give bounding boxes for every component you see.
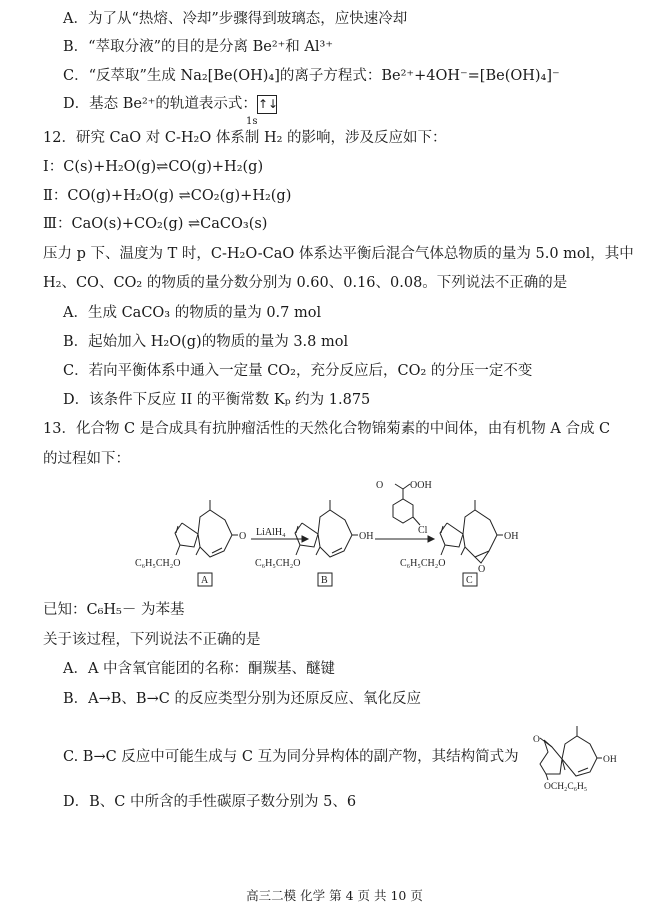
- q12-option-c: C．若向平衡体系中通入一定量 CO₂，充分反应后，CO₂ 的分压一定不变: [63, 363, 533, 379]
- side-oh: OH: [603, 755, 617, 765]
- q11-option-b: B．“萃取分液”的目的是分离 Be²⁺和 Al³⁺: [63, 39, 333, 55]
- reagent-mcpba: [376, 480, 432, 536]
- molecule-a: [135, 500, 246, 586]
- q12-reaction-1: Ⅰ：C(s)+H₂O(g)⇌CO(g)+H₂(g): [43, 159, 264, 175]
- oh-c: OH: [504, 531, 519, 542]
- q11-option-a: A．为了从“热熔、冷却”步骤得到玻璃态，应快速冷却: [63, 11, 408, 27]
- q11-option-d: [63, 94, 277, 114]
- q13-option-b: B．A→B、B→C 的反应类型分别为还原反应、氧化反应: [63, 691, 421, 707]
- molecule-b: [255, 500, 373, 586]
- orbital-box: ↑↓: [257, 95, 277, 114]
- reaction-scheme: [120, 475, 540, 600]
- side-product-structure: [530, 722, 660, 792]
- q13-stem-1: 13．化合物 C 是合成具有抗肿瘤活性的天然化合物锦菊素的中间体，由有机物 A 合成 C: [43, 421, 611, 437]
- q12-paragraph-1: 压力 p 下、温度为 T 时，C-H₂O-CaO 体系达平衡后混合气体总物质的量为 5.0 mol，其中: [43, 246, 634, 262]
- q12-reaction-3: Ⅲ：CaO(s)+CO₂(g) ⇌CaCO₃(s): [43, 216, 268, 232]
- epoxide-o: O: [478, 564, 486, 575]
- q11-option-d-text: D．基态 Be²⁺的轨道表示式：: [63, 96, 257, 112]
- q13-known: 已知：C₆H₅－ 为苯基: [43, 602, 185, 618]
- orbital-label: 1s: [246, 116, 258, 127]
- substituent-a: C₆H₅CH₂O: [135, 558, 181, 569]
- substituent-c: C₆H₅CH₂O: [400, 558, 446, 569]
- reagent-lialh4: LiAlH₄: [256, 527, 286, 538]
- q13-option-d: D．B、C 中所含的手性碳原子数分别为 5、6: [63, 794, 357, 810]
- molecule-c: [400, 500, 518, 586]
- label-a: A: [201, 575, 209, 586]
- reagent-o: O: [376, 480, 384, 491]
- q13-option-c: C. B→C 反应中可能生成与 C 互为同分异构体的副产物，其结构简式为: [63, 749, 519, 765]
- label-c: C: [466, 575, 473, 586]
- label-b: B: [321, 575, 328, 586]
- q12-option-b: B．起始加入 H₂O(g)的物质的量为 3.8 mol: [63, 334, 349, 350]
- q12-stem: 12．研究 CaO 对 C-H₂O 体系制 H₂ 的影响，涉及反应如下：: [43, 130, 447, 146]
- q12-option-d: D．该条件下反应 II 的平衡常数 Kₚ 约为 1.875: [63, 392, 371, 408]
- side-epoxide-o: O: [533, 735, 540, 745]
- q13-stem-2: 的过程如下：: [43, 451, 130, 467]
- q11-option-c: C．“反萃取”生成 Na₂[Be(OH)₄]的离子方程式：Be²⁺+4OH⁻=[Be(OH)₄]⁻: [63, 68, 560, 84]
- oh-b: OH: [359, 531, 374, 542]
- q12-reaction-2: Ⅱ：CO(g)+H₂O(g) ⇌CO₂(g)+H₂(g): [43, 188, 292, 204]
- ketone-o: O: [239, 531, 247, 542]
- reagent-cl: Cl: [418, 525, 428, 536]
- substituent-b: C₆H₅CH₂O: [255, 558, 301, 569]
- reagent-ooh: OOH: [410, 480, 432, 491]
- q13-ask: 关于该过程，下列说法不正确的是: [43, 632, 261, 648]
- page-footer: 高三二模 化学 第 4 页 共 10 页: [246, 888, 423, 903]
- q13-option-a: A．A 中含氧官能团的名称：酮羰基、醚键: [63, 661, 336, 677]
- q12-paragraph-2: H₂、CO、CO₂ 的物质的量分数分别为 0.60、0.16、0.08。下列说法不正确的是: [43, 275, 568, 291]
- side-substituent: OCH₂C₆H₅: [544, 782, 588, 792]
- q12-option-a: A．生成 CaCO₃ 的物质的量为 0.7 mol: [63, 305, 322, 321]
